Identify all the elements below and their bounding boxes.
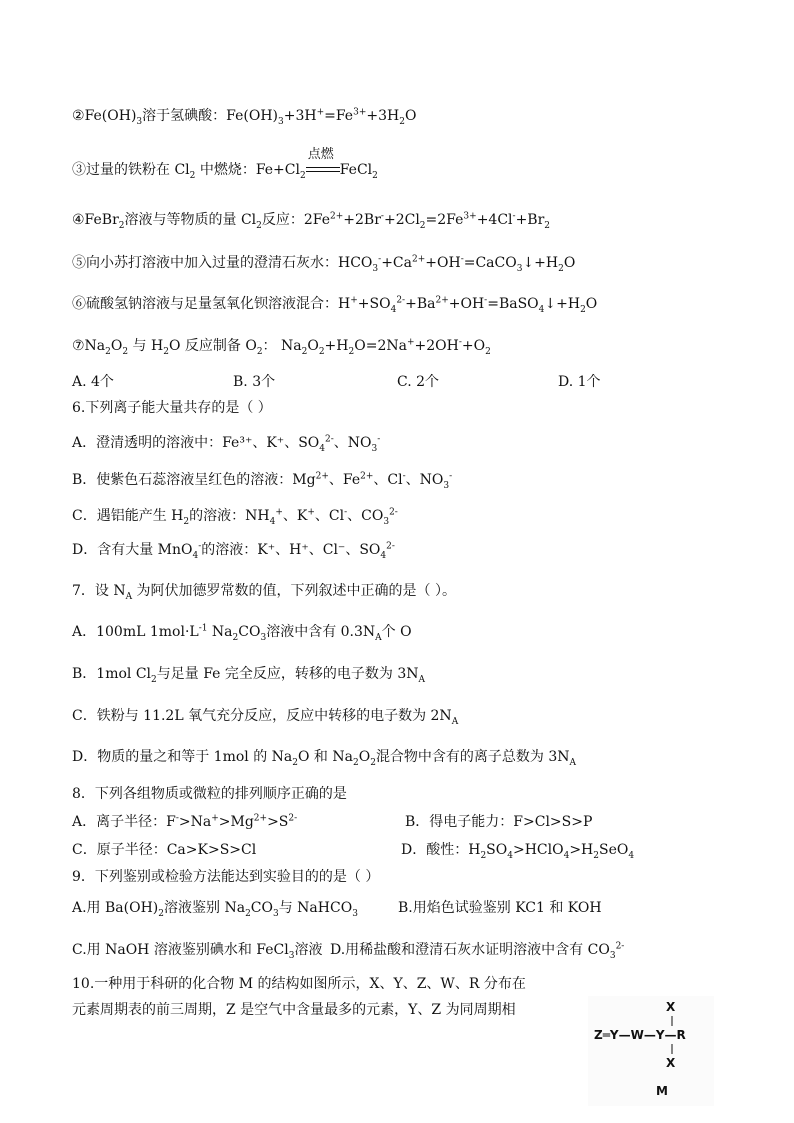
reaction-5: ⑤向小苏打溶液中加入过量的澄清石灰水：$HCO_3^-+Ca^{2+}+OH^-=CaCO_3↓+H_2O$ [72, 254, 576, 274]
q6-option-d: D．含有大量 MnO$_4$-的溶液：K⁺、H⁺、Cl⁻、$SO_4^{2-}$ [72, 541, 395, 561]
reaction-3: ③过量的铁粉在 $Cl_2$ 中燃烧：$Fe+Cl_2$ 点燃 FeCl$_2$ [72, 147, 378, 181]
compound-m-structure [588, 996, 714, 1106]
q9-option-c: C.用 NaOH 溶液鉴别碘水和 FeCl$_3$溶液 [72, 942, 323, 961]
q9-stem: 9．下列鉴别或检验方法能达到实验目的的是（ ） [72, 869, 380, 885]
struct-x-top: X [666, 1000, 676, 1014]
q9-option-a: A.用 $Ba(OH)_2$溶液鉴别 $Na_2CO_3$与 NaHCO$_3$ [72, 900, 358, 919]
q5-option-b: B. 3个 [233, 374, 276, 390]
q6-option-b: B．使紫色石蕊溶液呈红色的溶液：$Mg^{2+}$、$Fe^{2+}$、Cl-、$NO_3^-$ [72, 471, 453, 491]
ignition-equals-sign: 点燃 [306, 160, 340, 180]
q7-option-b: B．1mol $Cl_2$与足量 Fe 完全反应，转移的电子数为 $3N_A$ [72, 666, 426, 685]
reaction-4: ④FeBr$_2$溶液与等物质的量 $Cl_2$反应：$2Fe^{2+}+2Br^-+2Cl_2=2Fe^{3+}+4Cl^-+Br_2$ [72, 211, 551, 231]
q6-stem: 6.下列离子能大量共存的是（ ） [72, 400, 272, 416]
q6-option-a: A．澄清透明的溶液中：Fe³⁺、K⁺、$SO_4^{2-}$、$NO_3^-$ [72, 434, 381, 454]
q5-option-a: A. 4个 [72, 374, 114, 390]
q7-option-d: D．物质的量之和等于 1mol 的 $Na_2O$ 和 $Na_2O_2$混合物中含有的离子总数为 $3N_A$ [72, 749, 577, 768]
q10-line-2: 元素周期表的前三周期，Z 是空气中含量最多的元素，Y、Z 为同周期相 [72, 1002, 516, 1018]
struct-label-m: M [656, 1084, 668, 1098]
struct-chain: Z═Y—W—Y—R [594, 1028, 686, 1042]
q5-option-c: C. 2个 [397, 374, 440, 390]
q8-option-d: D．酸性：$H_2SO_4>HClO_4>H_2SeO_4$ [401, 842, 635, 861]
reaction-7: $⑦Na_2O_2$ 与 $H_2O$ 反应制备 $O_2$： $Na_2O_2+H_2O=2Na^++2OH^-+O_2$ [72, 337, 491, 357]
struct-x-bottom: X [666, 1056, 676, 1070]
q9-option-d: D.用稀盐酸和澄清石灰水证明溶液中含有 $CO_3^{2-}$ [330, 941, 625, 961]
q8-option-c: C．原子半径：Ca>K>S>Cl [72, 842, 257, 858]
reaction-2: $②Fe(OH)_3$溶于氢碘酸：$Fe(OH)_3+3H^+=Fe^{3+}+3H_2O$ [72, 107, 417, 127]
reaction-6: ⑥硫酸氢钠溶液与足量氢氧化钡溶液混合：$H^++SO_4^{2-}+Ba^{2+}+OH^-=BaSO_4↓+H_2O$ [72, 295, 598, 315]
q5-option-d: D. 1个 [558, 374, 601, 390]
q7-stem: 7．设 $N_A$ 为阿伏加德罗常数的值，下列叙述中正确的是（ ）。 [72, 583, 457, 602]
q8-option-b: B．得电子能力：F>Cl>S>P [405, 814, 593, 830]
struct-bonds [588, 996, 714, 1106]
q6-option-c: C．遇铝能产生 $H_2$的溶液：$NH_4^+$、K+、Cl-、$CO_3^{2-}$ [72, 507, 398, 527]
q9-option-b: B.用焰色试验鉴别 KC1 和 KOH [398, 900, 602, 916]
q7-option-a: A．100mL $1mol\cdot L^{-1}$ $Na_2CO_3$溶液中含有 $0.3N_A$个 O [72, 623, 412, 643]
q8-option-a: A．离子半径：$F^->Na^+>Mg^{2+}>S^{2-}$ [72, 813, 298, 830]
q10-line-1: 10.一种用于科研的化合物 M 的结构如图所示，X、Y、Z、W、R 分布在 [72, 976, 526, 992]
q8-stem: 8．下列各组物质或微粒的排列顺序正确的是 [72, 786, 347, 802]
q7-option-c: C．铁粉与 11.2L 氧气充分反应，反应中转移的电子数为 $2N_A$ [72, 708, 459, 727]
